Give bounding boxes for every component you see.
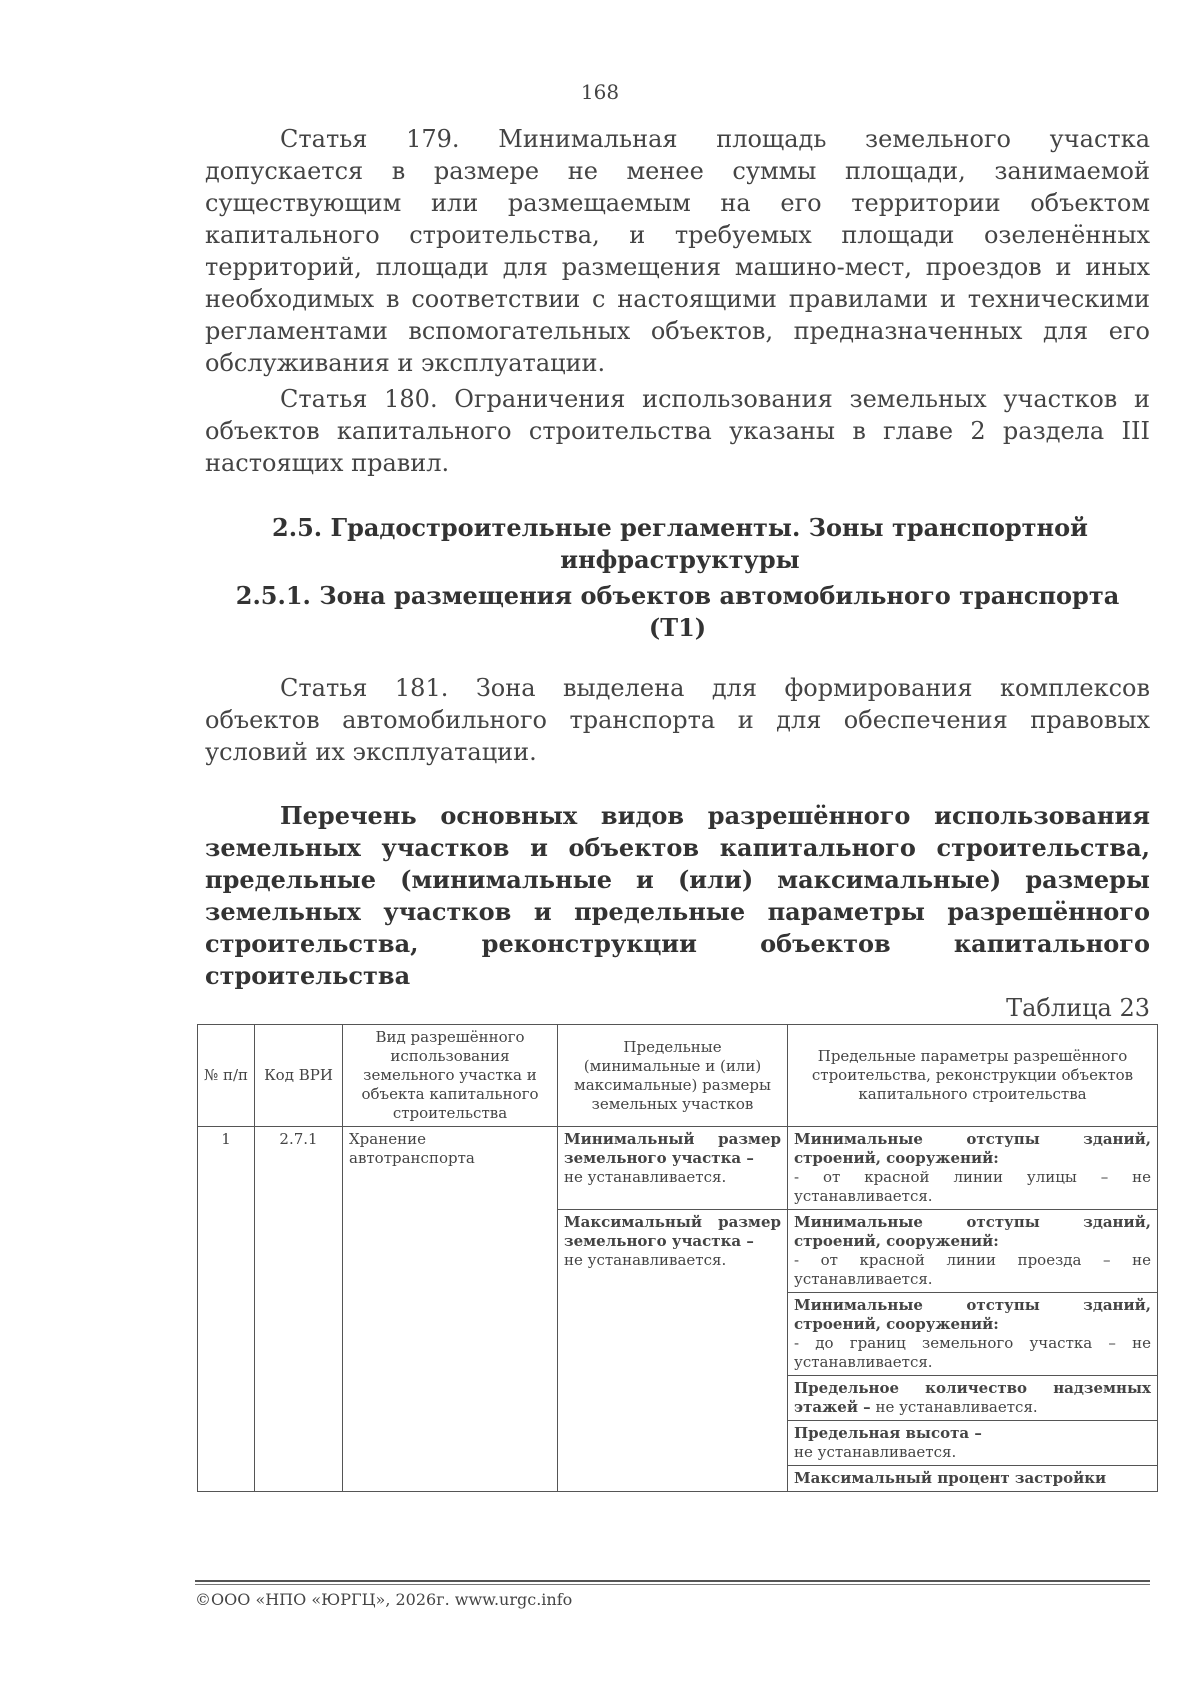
param-2-label: Минимальные отступы зданий, строений, сооружений:	[794, 1213, 1151, 1250]
cell-param-3	[788, 1293, 1158, 1376]
article-181-label: Статья 181.	[280, 674, 449, 702]
size-max-label: Максимальный размер земельного участка –	[564, 1213, 781, 1250]
param-2-value: - от красной линии проезда – не устанавливается.	[794, 1251, 1151, 1288]
article-181-text: Зона выделена для формирования комплексов объектов автомобильного транспорта и для обеспечения правовых условий их эксплуатации.	[205, 674, 1150, 766]
section-heading: 2.5. Градостроительные регламенты. Зоны транспортной инфраструктуры	[272, 513, 1088, 574]
article-180	[205, 383, 1150, 479]
param-6-label: Максимальный процент застройки	[794, 1469, 1107, 1487]
cell-size-min	[558, 1127, 788, 1210]
article-180-text: Ограничения использования земельных участков и объектов капитального строительства указаны в главе 2 раздела III настоящих правил.	[205, 385, 1151, 477]
table-header-row	[198, 1025, 1158, 1127]
cell-code: 2.7.1	[255, 1127, 343, 1492]
header-params: Предельные параметры разрешённого строительства, реконструкции объектов капитального строительства	[788, 1025, 1158, 1127]
param-1-value: - от красной линии улицы – не устанавливается.	[794, 1168, 1151, 1205]
footer-divider	[195, 1580, 1150, 1585]
param-5-label: Предельная высота –	[794, 1424, 982, 1442]
page-number: 168	[580, 80, 620, 104]
header-size: Предельные (минимальные и (или) максимальные) размеры земельных участков	[558, 1025, 788, 1127]
size-min-label: Минимальный размер земельного участка –	[564, 1130, 781, 1167]
article-179	[205, 123, 1150, 379]
subsection-heading: 2.5.1. Зона размещения объектов автомобильного транспорта (Т1)	[235, 581, 1120, 642]
cell-param-5	[788, 1421, 1158, 1466]
list-title-text: Перечень основных видов разрешённого использования земельных участков и объектов капитального строительства, предельные (минимальные и (или) максимальные) размеры земельных участков и предельные параметры разрешённого строительства, реконструкции объектов капитального строительства	[205, 801, 1150, 990]
header-num: № п/п	[198, 1025, 255, 1127]
cell-param-4	[788, 1376, 1158, 1421]
footer-copyright: ©ООО «НПО «ЮРГЦ», 2026г. www.urgc.info	[195, 1590, 573, 1609]
cell-param-1	[788, 1127, 1158, 1210]
article-179-label: Статья 179.	[280, 125, 460, 153]
cell-size-max	[558, 1210, 788, 1492]
header-code: Код ВРИ	[255, 1025, 343, 1127]
article-179-text: Минимальная площадь земельного участка допускается в размере не менее суммы площади, занимаемой существующим или размещаемым на его территории объектом капитального строительства, и требуемых площади озеленённых территорий, площади для размещения машино-мест, проездов и иных необходимых в соответствии с настоящими правилами и техническими регламентами вспомогательных объектов, предназначенных для его обслуживания и эксплуатации.	[205, 125, 1151, 377]
list-title	[205, 800, 1150, 992]
cell-param-6	[788, 1466, 1158, 1492]
param-3-value: - до границ земельного участка – не устанавливается.	[794, 1334, 1151, 1371]
cell-param-2	[788, 1210, 1158, 1293]
size-min-value: не устанавливается.	[564, 1168, 727, 1186]
param-1-label: Минимальные отступы зданий, строений, сооружений:	[794, 1130, 1151, 1167]
table-caption: Таблица 23	[1006, 994, 1150, 1022]
param-5-value: не устанавливается.	[794, 1443, 957, 1461]
cell-num: 1	[198, 1127, 255, 1492]
param-3-label: Минимальные отступы зданий, строений, сооружений:	[794, 1296, 1151, 1333]
size-max-value: не устанавливается.	[564, 1251, 727, 1269]
table-row	[198, 1127, 1158, 1210]
regulation-table	[197, 1024, 1158, 1492]
article-180-label: Статья 180.	[280, 385, 438, 413]
param-4-value: не устанавливается.	[875, 1398, 1038, 1416]
header-use: Вид разрешённого использования земельного участка и объекта капитального строительства	[343, 1025, 558, 1127]
param-4-label: Предельное количество надземных этажей –	[794, 1379, 1151, 1416]
article-181	[205, 672, 1150, 768]
cell-use: Хранение автотранспорта	[343, 1127, 558, 1492]
